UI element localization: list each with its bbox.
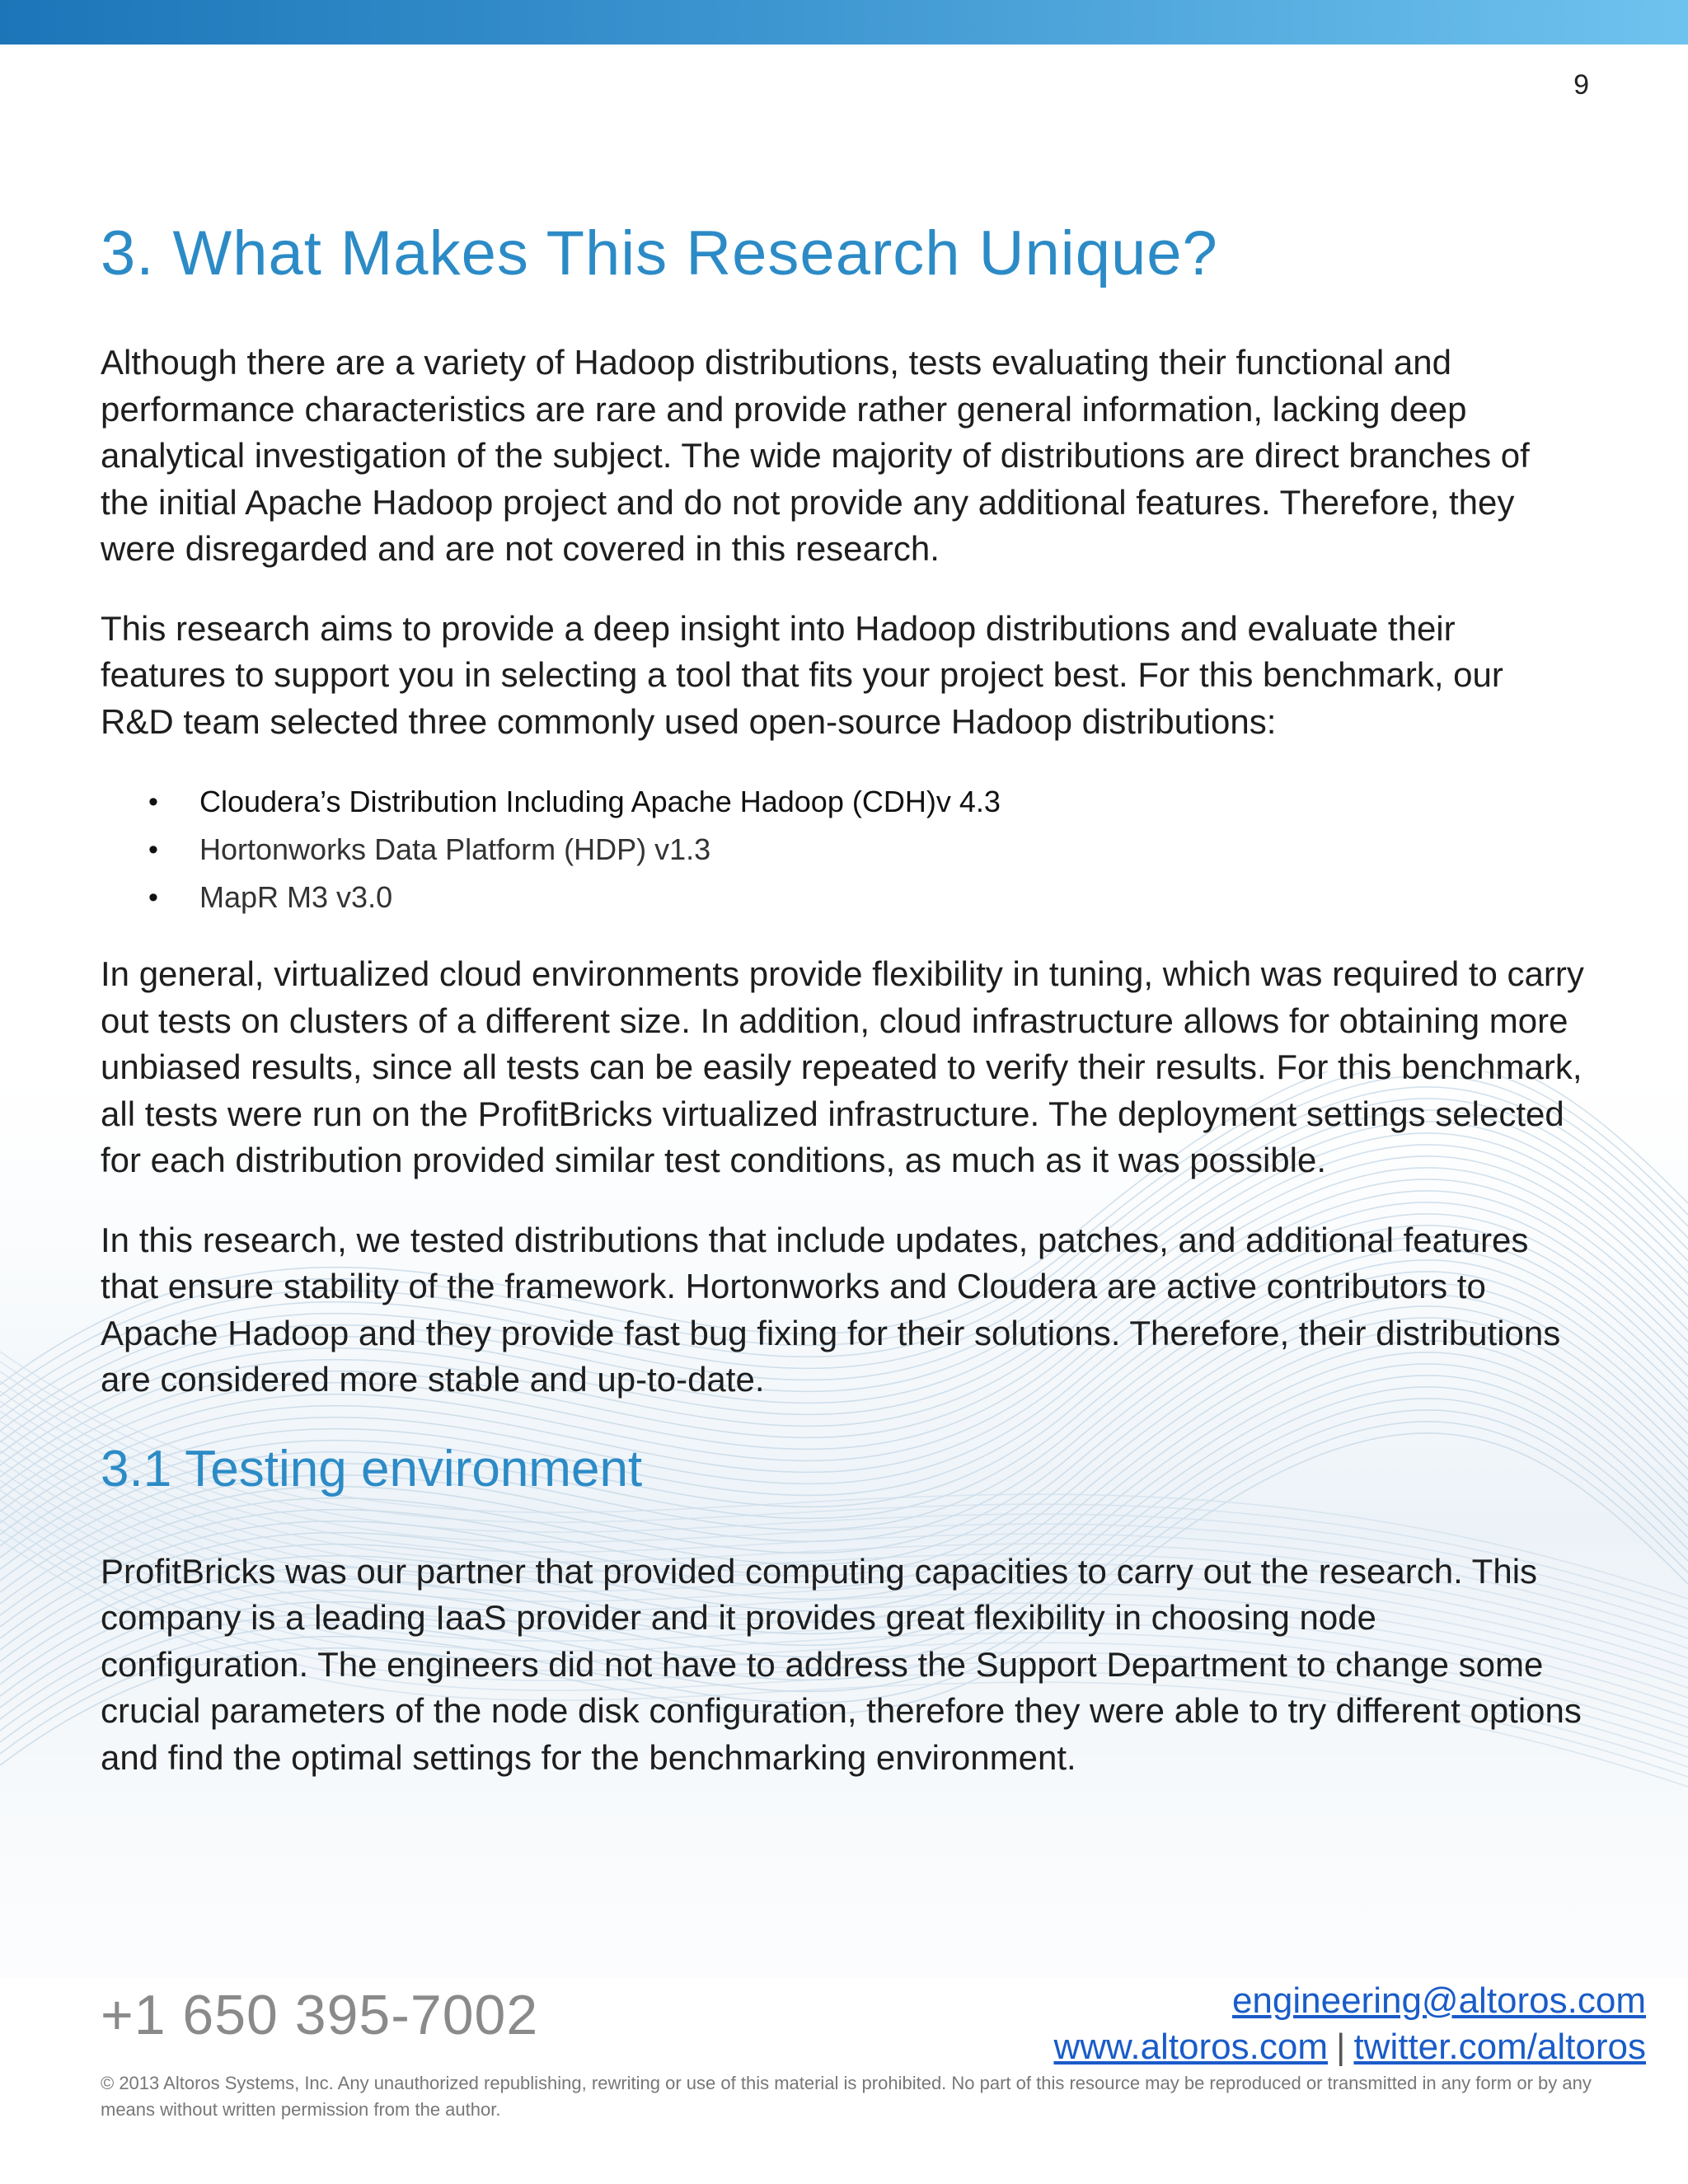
- footer: [101, 1978, 1646, 2143]
- list-item: • Hortonworks Data Platform (HDP) v1.3: [101, 826, 1584, 874]
- main-content: [101, 216, 1584, 1814]
- page-number: 9: [1573, 69, 1589, 101]
- contact-links: [1053, 1978, 1646, 2070]
- phone-number: +1 650 395-7002: [101, 1984, 539, 2046]
- paragraph: In this research, we tested distributions that include updates, patches, and additional features that ensure stability of the framework. Hortonworks and Cloudera are active contributors to Apache Hadoop and they provide fast bug fixing for their solutions. Therefore, their distributions are considered more stable and up-to-date.: [101, 1220, 1561, 1399]
- link-separator: |: [1336, 2027, 1346, 2067]
- paragraph: ProfitBricks was our partner that provided computing capacities to carry out the research. This company is a leading IaaS provider and it provides great flexibility in choosing node configuration. The engineers did not have to address the Support Department to change some crucial parameters of the node disk configuration, therefore they were able to try different options and find the optimal settings for the benchmarking environment.: [101, 1551, 1582, 1777]
- paragraph: Although there are a variety of Hadoop distributions, tests evaluating their functional and performance characteristics are rare and provide rather general information, lacking deep analytical investigation of the subject. The wide majority of distributions are direct branches of the initial Apache Hadoop project and do not provide any additional features. Therefore, they were disregarded and are not covered in this research.: [101, 343, 1530, 568]
- twitter-link[interactable]: twitter.com/altoros: [1353, 2027, 1646, 2067]
- list-item: • MapR M3 v3.0: [101, 874, 1584, 921]
- distribution-list: [101, 778, 1584, 921]
- email-link[interactable]: engineering@altoros.com: [1231, 1980, 1646, 2021]
- website-link[interactable]: www.altoros.com: [1053, 2027, 1328, 2067]
- header-gradient-bar: [0, 0, 1688, 45]
- paragraph: This research aims to provide a deep insight into Hadoop distributions and evaluate their features to support you in selecting a tool that fits your project best. For this benchmark, our R&D team selected three commonly used open-source Hadoop distributions:: [101, 608, 1503, 741]
- list-item: • Cloudera’s Distribution Including Apache Hadoop (CDH)v 4.3: [101, 778, 1584, 826]
- paragraph: In general, virtualized cloud environments provide flexibility in tuning, which was required to carry out tests on clusters of a different size. In addition, cloud infrastructure allows for obtaining more unbiased results, since all tests can be easily repeated to verify their results. For this benchmark, all tests were run on the ProfitBricks virtualized infrastructure. The deployment settings selected for each distribution provided similar test conditions, as much as it was possible.: [101, 954, 1584, 1179]
- subsection-heading: 3.1 Testing environment: [101, 1440, 643, 1497]
- copyright-notice: © 2013 Altoros Systems, Inc. Any unauthorized republishing, rewriting or use of this material is prohibited. No part of this resource may be reproduced or transmitted in any form or by any means without written permission from the author.: [101, 2073, 1592, 2120]
- section-heading: 3. What Makes This Research Unique?: [101, 218, 1218, 288]
